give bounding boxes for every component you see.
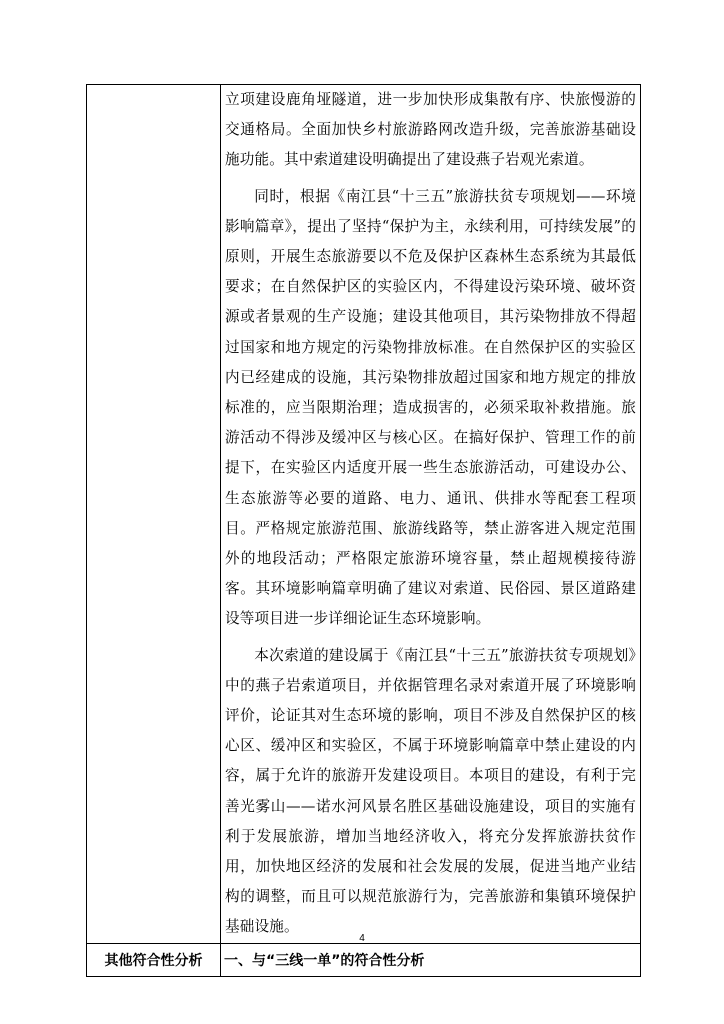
document-table — [86, 84, 641, 977]
row-label: 其他符合性分析 — [87, 943, 221, 976]
paragraph-planning-principles: 同时，根据《南江县“十三五”旅游扶贫专项规划——环境影响篇章》，提出了坚持“保护为主，永续利用，可持续发展”的原则，开展生态旅游要以不危及保护区森林生态系统为其最低要求；在自然保护区的实验区内，不得建设污染环境、破坏资源或者景观的生产设施；建设其他项目，其污染物排放不得超过国家和地方规定的污染物排放标准。在自然保护区的实验区内已经建成的设施，其污染物排放超过国家和地方规定的排放标准的，应当限期治理；造成损害的，必须采取补救措施。旅游活动不得涉及缓冲区与核心区。在搞好保护、管理工作的前提下，在实验区内适度开展一些生态旅游活动，可建设办公、生态旅游等必要的道路、电力、通讯、供排水等配套工程项目。严格规定旅游范围、旅游线路等，禁止游客进入规定范围外的地段活动；严格限定旅游环境容量，禁止超规模接待游客。其环境影响篇章明确了建议对索道、民俗园、景区道路建设等项目进一步详细论证生态环境影响。 — [225, 187, 636, 628]
page-number: 4 — [359, 933, 365, 944]
paragraph-project-compliance: 本次索道的建设属于《南江县“十三五”旅游扶贫专项规划》中的燕子岩索道项目，并依据管理名录对索道开展了环境影响评价，论证其对生态环境的影响，项目不涉及自然保护区的核心区、缓冲区和实验区，不属于环境影响篇章中禁止建设的内容，属于允许的旅游开发建设项目。本项目的建设，有利于完善光雾山——诺水河风景名胜区基础设施建设，项目的实施有利于发展旅游，增加当地经济收入，将充分发挥旅游扶贫作用，加快地区经济的发展和社会发展的发展，促进当地产业结构的调整，而且可以规范旅游行为，完善旅游和集镇环境保护基础设施。 — [225, 646, 636, 936]
content-cell — [221, 85, 641, 944]
section-heading: 一、与“三线一单”的符合性分析 — [221, 943, 641, 976]
paragraph-continuation: 立项建设鹿角垭隧道，进一步加快形成集散有序、快旅慢游的交通格局。全面加快乡村旅游路网改造升级，完善旅游基础设施功能。其中索道建设明确提出了建设燕子岩观光索道。 — [225, 91, 636, 169]
other-compliance-row — [87, 943, 641, 976]
content-row — [87, 85, 641, 944]
left-empty-cell — [87, 85, 221, 944]
